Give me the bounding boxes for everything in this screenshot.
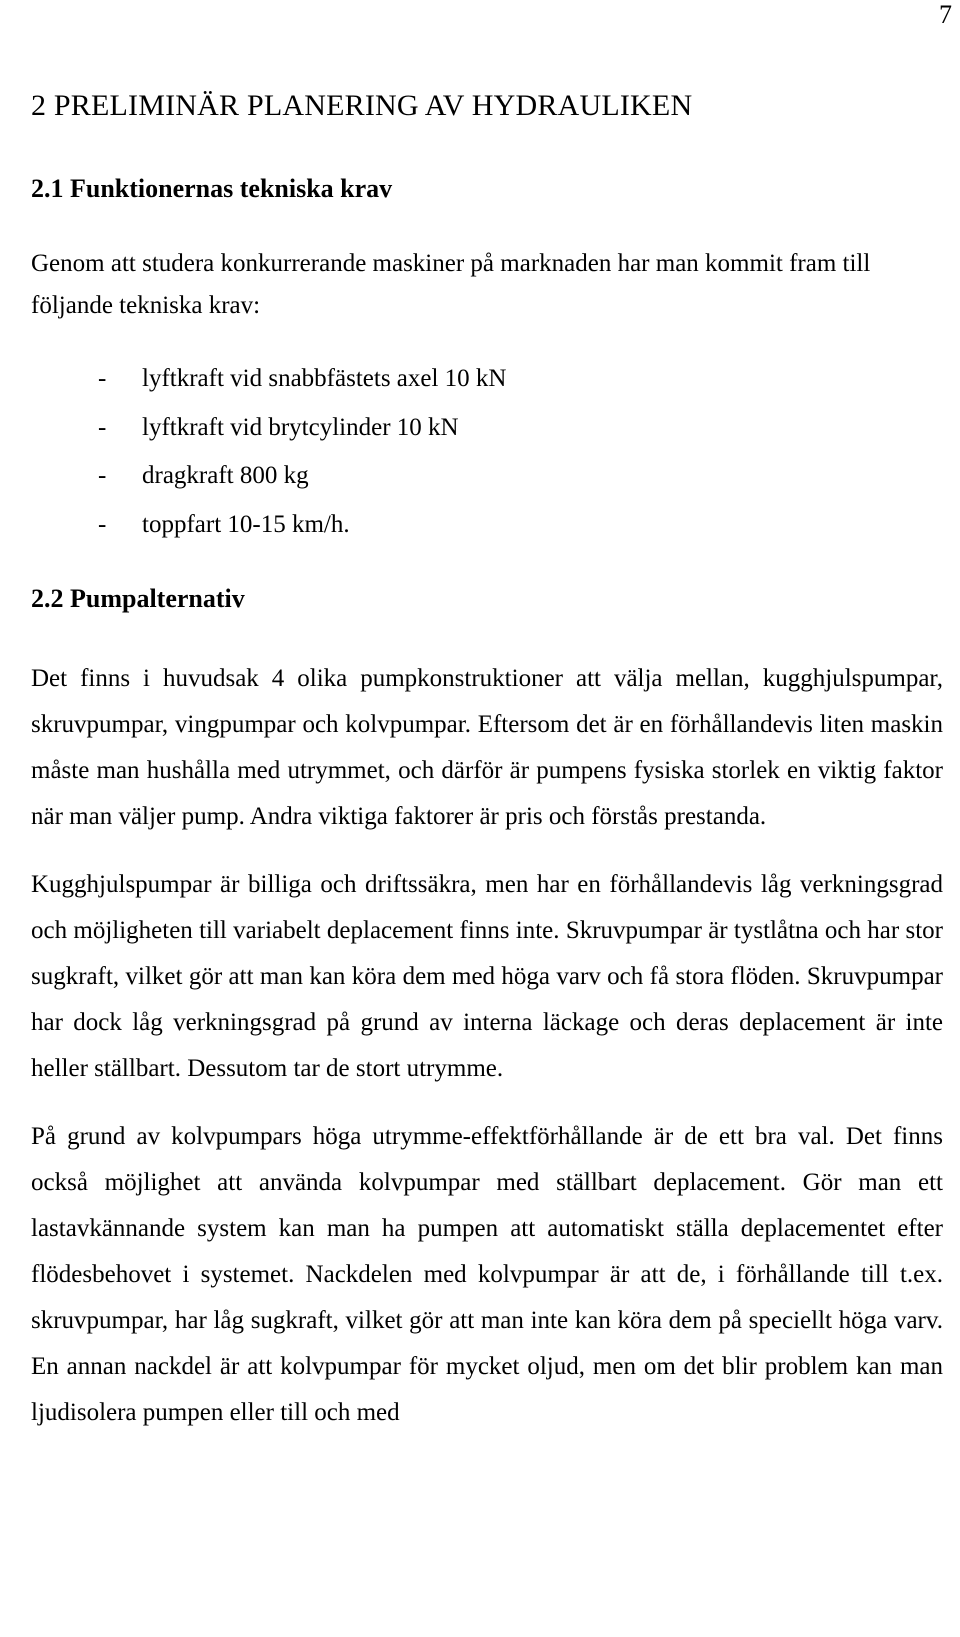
pump-paragraph-piston: På grund av kolvpumpars höga utrymme-effektförhållande är de ett bra val. Det finns också möjlighet att använda kolvpumpar med ställbart deplacement. Gör man ett lastavkännande system kan man ha pumpen att automatiskt ställa deplacementet efter flödesbehovet i systemet. Nackdelen med kolvpumpar är att de, i förhållande till t.ex. skruvpumpar, har låg sugkraft, vilket gör att man inte kan köra dem på speciellt höga varv. En annan nackdel är att kolvpumpar för mycket oljud, men om det blir problem kan man ljudisolera pumpen eller till och med <box>31 1123 943 1426</box>
list-dash: - <box>98 510 107 538</box>
list-item <box>98 452 943 501</box>
page-number: 7 <box>939 0 952 29</box>
list-dash: - <box>98 365 107 392</box>
requirement-text: dragkraft 800 kg <box>142 462 309 489</box>
list-dash: - <box>98 413 107 441</box>
pump-paragraph-comparison: Kugghjulspumpar är billiga och driftssäkra, men har en förhållandevis låg verkningsgrad och möjligheten till variabelt deplacement finns inte. Skruvpumpar är tystlåtna och har stor sugkraft, vilket gör att man kan köra dem med höga varv och få stora flöden. Skruvpumpar har dock låg verkningsgrad på grund av interna läckage och deras deplacement är inte heller ställbart. Dessutom tar de stort utrymme. <box>31 871 943 1082</box>
document-body <box>31 86 943 1458</box>
chapter-title: 2 PRELIMINÄR PLANERING AV HYDRAULIKEN <box>31 89 693 122</box>
list-item <box>98 355 943 404</box>
list-item <box>98 404 943 453</box>
requirement-text: toppfart 10-15 km/h. <box>142 510 350 538</box>
section-title-2-2: 2.2 Pumpalternativ <box>31 584 245 613</box>
list-dash: - <box>98 462 107 489</box>
section-title-2-1: 2.1 Funktionernas tekniska krav <box>31 174 393 203</box>
list-item <box>98 501 943 550</box>
requirements-list <box>31 355 943 549</box>
requirement-text: lyftkraft vid snabbfästets axel 10 kN <box>142 365 507 392</box>
requirement-text: lyftkraft vid brytcylinder 10 kN <box>142 413 459 441</box>
pump-paragraph-overview: Det finns i huvudsak 4 olika pumpkonstruktioner att välja mellan, kugghjulspumpar, skruvpumpar, vingpumpar och kolvpumpar. Eftersom det är en förhållandevis liten maskin måste man hushålla med utrymmet, och därför är pumpens fysiska storlek en viktig faktor när man väljer pump. Andra viktiga faktorer är pris och förstås prestanda. <box>31 665 943 830</box>
requirements-intro: Genom att studera konkurrerande maskiner på marknaden har man kommit fram till följande tekniska krav: <box>31 250 871 319</box>
